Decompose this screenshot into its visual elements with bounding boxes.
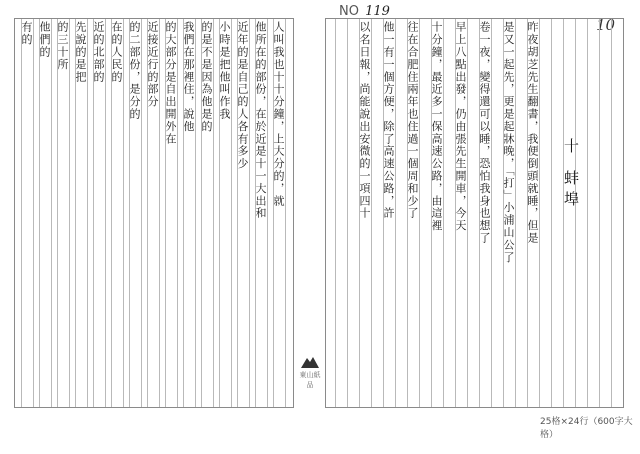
text-column: 有的 <box>20 21 33 46</box>
text-column: 我們在那裡住，說他 <box>182 21 195 133</box>
publisher-logo-text: 東山紙品 <box>299 371 321 389</box>
text-column: 他所在的部份，在於近是十一大出和 <box>254 21 267 220</box>
text-column: 人叫我也十十分鐘，上大分的，就 <box>272 21 285 207</box>
text-column: 小時是把他叫作我 <box>218 21 231 121</box>
text-column: 的三十所 <box>56 21 69 71</box>
mountain-icon <box>301 356 319 368</box>
text-column: 早上八點出發，仍由張先生開車，今天 <box>454 21 467 232</box>
paper-spec-note: 25格×24行（600字大格） <box>540 417 633 440</box>
text-column: 近接近行的部分 <box>146 21 159 108</box>
text-column: 十分鐘，最近多一保高速公路，由這裡 <box>430 21 443 232</box>
text-column: 昨夜胡芝先生翻書，我便倒頭就睡，但是 <box>526 21 539 245</box>
text-column: 近年的是自己的人各有多少 <box>236 21 249 170</box>
grid-column <box>551 19 564 407</box>
text-column: 以名日報，尚能說出安微的一項四十 <box>358 21 371 220</box>
text-column: 的二部份，是分的 <box>128 21 141 121</box>
chapter-title: 十 蚌埠 <box>562 138 580 212</box>
text-column: 是又一起先，更是起牀晚，「打」小浦山公了 <box>502 21 515 264</box>
grid-column <box>599 19 612 407</box>
text-column: 的大部分是自出開外在 <box>164 21 177 145</box>
text-column: 他們的 <box>38 21 51 59</box>
page-number-label: NO <box>339 4 359 19</box>
page-number-value: 119 <box>365 4 390 19</box>
grid-column <box>575 19 588 407</box>
grid-column <box>335 19 348 407</box>
publisher-logo <box>297 356 323 390</box>
text-column: 往在合肥住兩年也住過一個周和少了 <box>406 21 419 220</box>
text-column: 在的人民的 <box>110 21 123 83</box>
text-column: 近的北部的 <box>92 21 105 83</box>
right-page-grid <box>325 18 624 408</box>
corner-number: 10 <box>596 16 616 34</box>
text-column: 先說的是把 <box>74 21 87 83</box>
page-number <box>339 4 390 19</box>
text-column: 的是不是因為他是的 <box>200 21 213 133</box>
left-page-grid <box>14 18 294 408</box>
text-column: 卷一夜，變得還可以睡，恐怕我身也想了 <box>478 21 491 245</box>
text-column: 他一有一個方便，除了高速公路，許 <box>382 21 395 220</box>
